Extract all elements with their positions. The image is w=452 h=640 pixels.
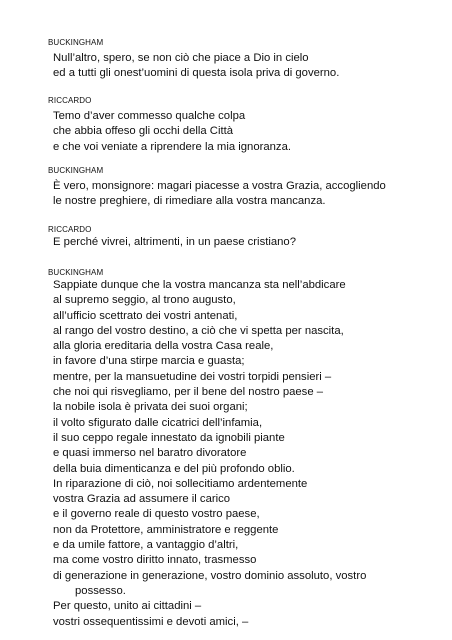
verse-line: Null’altro, spero, se non ciò che piace a Dio in cielo: [53, 52, 309, 64]
verse-line: di generazione in generazione, vostro dominio assoluto, vostro: [53, 569, 367, 582]
speaker-name: RICCARDO: [48, 225, 92, 234]
verse-line: Per questo, unito ai cittadini –: [53, 600, 202, 613]
verse-line: mentre, per la mansuetudine dei vostri torpidi pensieri –: [53, 370, 332, 383]
speech-lines: [53, 51, 339, 82]
speaker-name: BUCKINGHAM: [48, 268, 104, 277]
verse-line: Sappiate dunque che la vostra mancanza sta nell’abdicare: [53, 279, 346, 291]
verse-line: al supremo seggio, al trono augusto,: [53, 294, 236, 307]
verse-line: ma come vostro diritto innato, trasmesso: [53, 554, 257, 567]
speaker-name: BUCKINGHAM: [48, 38, 104, 47]
verse-line: che noi qui risvegliamo, per il bene del nostro paese –: [53, 386, 324, 399]
verse-line: la nobile isola è privata dei suoi organi;: [53, 401, 248, 414]
verse-line: all’ufficio scettrato dei vostri antenati,: [53, 309, 238, 322]
verse-line: vostra Grazia ad assumere il carico: [53, 493, 231, 506]
verse-line: In riparazione di ciò, noi sollecitiamo ardentemente: [53, 477, 308, 490]
verse-line: alla gloria ereditaria della vostra Casa reale,: [53, 340, 274, 353]
verse-line: al rango del vostro destino, a ciò che vi spetta per nascita,: [53, 324, 344, 337]
verse-line: della buia dimenticanza e del più profondo oblio.: [53, 462, 295, 475]
verse-line: e che voi veniate a riprendere la mia ignoranza.: [53, 140, 292, 153]
speaker-name: BUCKINGHAM: [48, 166, 104, 175]
verse-line: Temo d’aver commesso qualche colpa: [53, 110, 246, 122]
verse-line: ed a tutti gli onest’uomini di questa isola priva di governo.: [53, 67, 340, 80]
verse-line: le nostre preghiere, di rimediare alla vostra mancanza.: [53, 195, 326, 208]
speech-lines: [53, 109, 291, 155]
speech-lines: [53, 179, 386, 210]
speaker-name: RICCARDO: [48, 96, 92, 105]
verse-line: non da Protettore, amministratore e reggente: [53, 523, 279, 536]
speech-lines: [53, 278, 366, 630]
verse-line: il volto sfigurato dalle cicatrici dell’infamia,: [53, 416, 263, 429]
verse-line-continuation: possesso.: [75, 584, 126, 597]
verse-line: vostri ossequentissimi e devoti amici, –: [53, 615, 249, 628]
verse-line: e da umile fattore, a vantaggio d’altri,: [53, 539, 239, 552]
verse-line: il suo ceppo regale innestato da ignobili piante: [53, 431, 285, 444]
verse-line: in favore d’una stirpe marcia e guasta;: [53, 355, 245, 368]
verse-line: e quasi immerso nel baratro divoratore: [53, 447, 247, 460]
speech-lines: [53, 235, 296, 250]
verse-line: È vero, monsignore: magari piacesse a vostra Grazia, accogliendo: [53, 180, 386, 192]
verse-line: E perché vivrei, altrimenti, in un paese cristiano?: [53, 236, 296, 248]
verse-line: che abbia offeso gli occhi della Città: [53, 125, 234, 138]
verse-line: e il governo reale di questo vostro paese,: [53, 508, 260, 521]
